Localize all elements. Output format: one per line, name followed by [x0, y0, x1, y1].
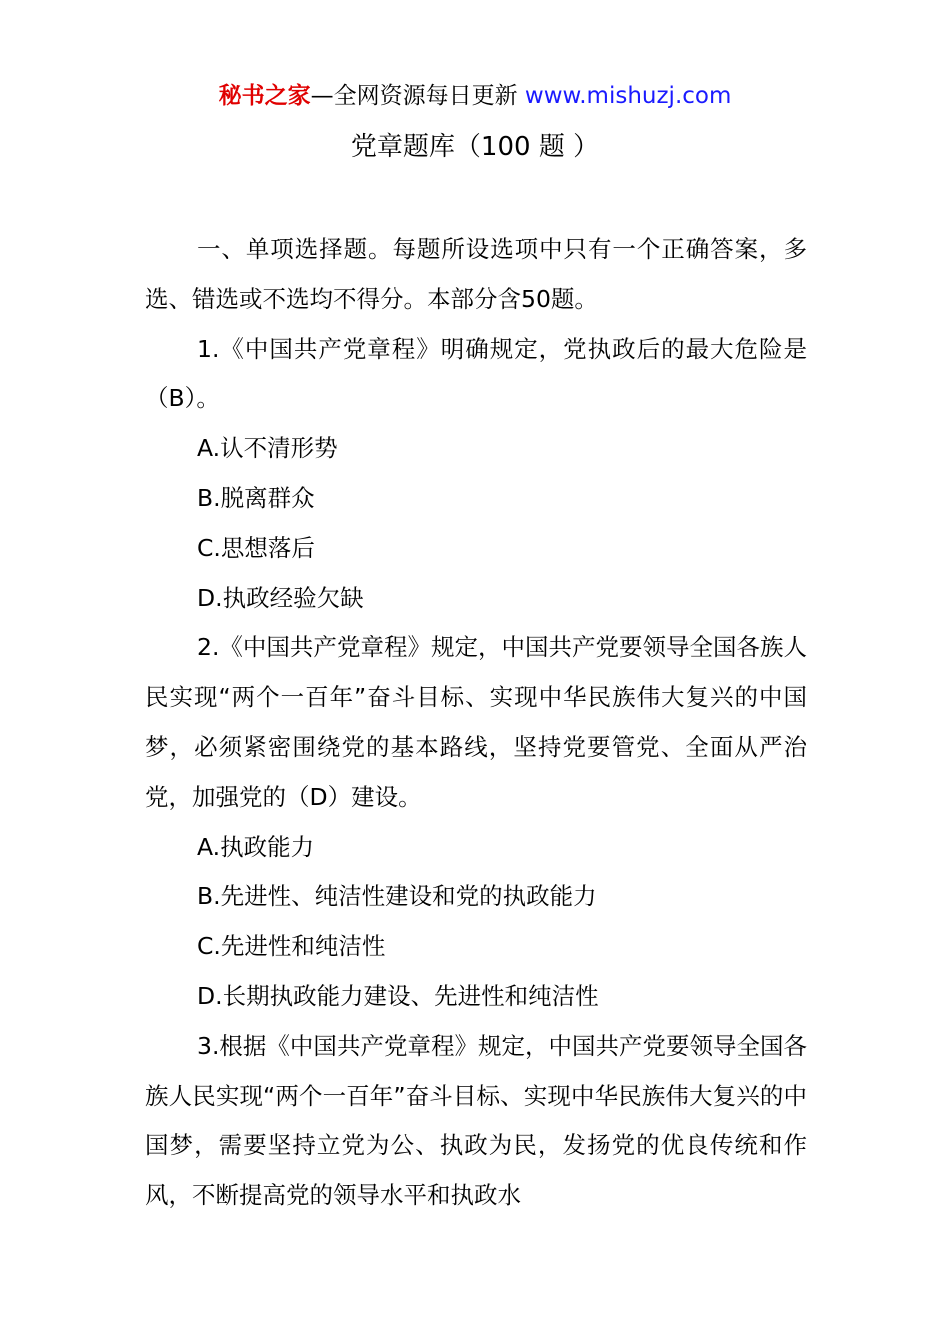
answer-option: B.脱离群众 [197, 483, 315, 512]
document-title: 党章题库（100 题 ） [350, 132, 600, 162]
answer-option: C.先进性和纯洁性 [197, 932, 386, 961]
section-intro: 一、单项选择题。每题所设选项中只有一个正确答案，多选、错选或不选均不得分。本部分含50题。 [145, 235, 807, 313]
answer-option: B.先进性、纯洁性建设和党的执政能力 [197, 882, 597, 911]
answer-option: D.执政经验欠缺 [197, 583, 364, 612]
question-stem: 2.《中国共产党章程》规定，中国共产党要领导全国各族人民实现“两个一百年”奋斗目标、实现中华民族伟大复兴的中国梦，必须紧密围绕党的基本路线，坚持党要管党、全面从严治党，加强党的（D）建设。 [145, 633, 807, 811]
document-body [145, 225, 807, 1221]
answer-option: A.认不清形势 [197, 434, 338, 463]
site-url-link[interactable]: www.mishuzj.com [524, 83, 732, 109]
answer-option: D.长期执政能力建设、先进性和纯洁性 [197, 981, 599, 1010]
question-stem: 3.根据《中国共产党章程》规定，中国共产党要领导全国各族人民实现“两个一百年”奋斗目标、实现中华民族伟大复兴的中国梦，需要坚持立党为公、执政为民，发扬党的优良传统和作风，不断提高党的领导水平和执政水 [145, 1031, 807, 1210]
brand-name: 秘书之家 [218, 83, 311, 109]
question-stem: 1.《中国共产党章程》明确规定，党执政后的最大危险是（B）。 [145, 334, 807, 413]
answer-option: A.执政能力 [197, 832, 315, 861]
site-header [0, 80, 950, 112]
answer-option: C.思想落后 [197, 533, 315, 562]
header-tagline: —全网资源每日更新 [310, 83, 518, 109]
